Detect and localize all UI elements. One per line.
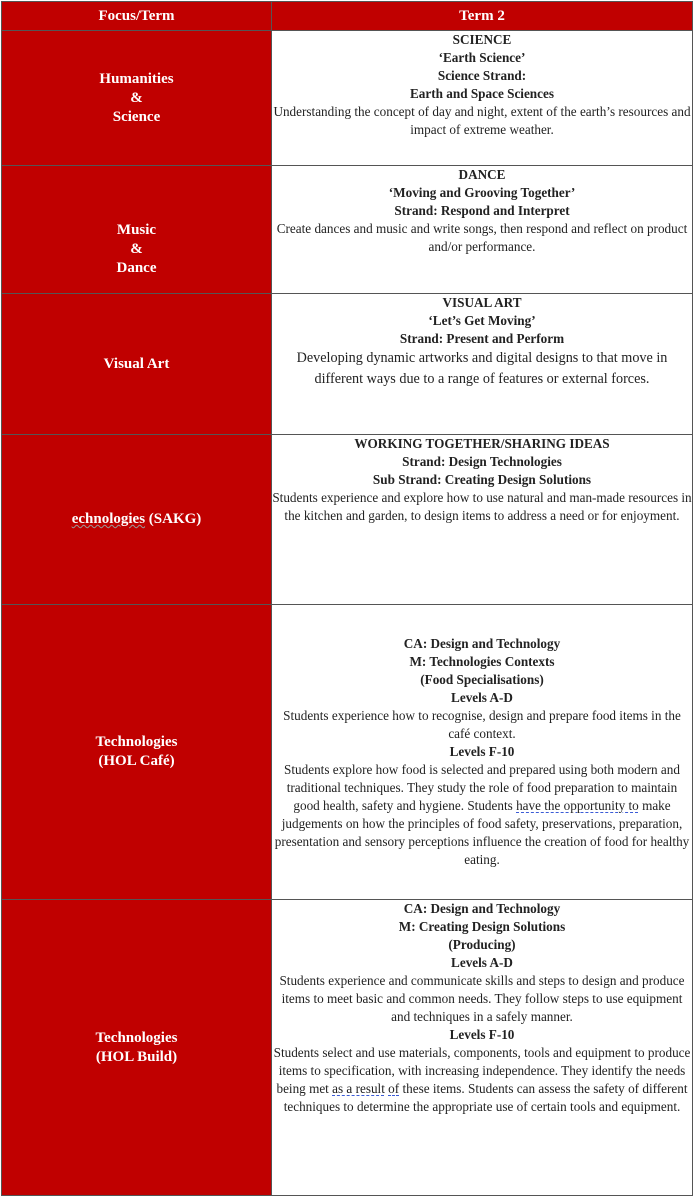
unit-subtitle: ‘Moving and Grooving Together’ <box>388 185 576 200</box>
content-cell-visual-art <box>272 294 693 435</box>
strand: Strand: Present and Perform <box>399 331 565 346</box>
levels-f-10-text <box>272 1044 692 1116</box>
unit-subtitle: ‘Earth Science’ <box>438 50 526 65</box>
unit-description: Understanding the concept of day and night, extent of the earth’s resources and impact of extreme weather. <box>273 104 691 137</box>
unit-description: Developing dynamic artworks and digital designs to that move in different ways due to a range of features or external forces. <box>296 350 668 387</box>
curriculum-area: CA: Design and Technology <box>403 636 561 651</box>
focus-label-line-2: & <box>130 89 143 106</box>
content-cell-hol-build <box>272 900 693 1196</box>
focus-label-suffix: (SAKG) <box>145 511 202 527</box>
content-cell-dance <box>272 166 693 294</box>
levels-f-10-text <box>272 761 692 869</box>
levels-f-10-text-a: Students select and use materials, components, tools and equipment to produce items to specification, with increasing independence. They identify the needs being met <box>273 1045 691 1096</box>
header-term-2: Term 2 <box>272 2 693 31</box>
focus-label-line-1: Music <box>116 222 157 238</box>
levels-f-10-text-a: Students explore how food is selected and prepared using both modern and traditional techniques. They study the role of food preparation to maintain good health, safety and hygiene. Students <box>284 762 680 813</box>
grammar-marked-phrase: have the opportunity to <box>516 798 639 813</box>
levels-f-10-heading: Levels F-10 <box>449 1027 515 1042</box>
unit-description: Create dances and music and write songs, then respond and reflect on product and/or performance. <box>276 221 688 254</box>
row-music-dance <box>2 166 693 294</box>
focus-label-prefix: echnologies <box>71 511 146 527</box>
module: M: Technologies Contexts <box>409 654 555 669</box>
focus-cell-humanities-science <box>2 31 272 166</box>
focus-label-line-1: Technologies <box>95 1029 178 1046</box>
curriculum-table <box>1 1 693 1196</box>
focus-label-line-3: Dance <box>116 260 157 276</box>
grammar-marked-phrase-2: of <box>388 1081 400 1096</box>
unit-title: VISUAL ART <box>442 295 522 310</box>
focus-label: Visual Art <box>103 355 170 372</box>
focus-cell-technologies-hol-cafe <box>2 605 272 900</box>
unit-description: Students experience and explore how to use natural and man-made resources in the kitchen and garden, to design items to address a need or for enjoyment. <box>272 490 692 523</box>
levels-f-10-text-b: make judgements on how the principles of food safety, preservations, preparation, presentation and sensory perceptions influence the creation of food for healthy eating. <box>274 798 690 867</box>
unit-title: SCIENCE <box>452 32 512 47</box>
content-cell-science <box>272 31 693 166</box>
focus-label-line-1: Technologies <box>95 734 178 750</box>
unit-subtitle: ‘Let’s Get Moving’ <box>428 313 536 328</box>
curriculum-area: CA: Design and Technology <box>403 901 561 916</box>
focus-label-line-2: (HOL Build) <box>95 1048 178 1065</box>
levels-f-10-text-b: these items. Students can assess the safety of different techniques to determine the appropriate use of certain tools and equipment. <box>283 1081 688 1114</box>
module: M: Creating Design Solutions <box>398 919 566 934</box>
strand: Strand: Design Technologies <box>402 454 562 469</box>
grammar-marked-phrase-1: as a result <box>332 1081 385 1096</box>
focus-label <box>2 510 271 529</box>
levels-f-10-heading: Levels F-10 <box>449 744 515 759</box>
levels-a-d-text: Students experience and communicate skills and steps to design and produce items to meet basic and common needs. They follow steps to use equipment and techniques in a safely manner. <box>279 973 685 1024</box>
focus-cell-technologies-sakg <box>2 435 272 605</box>
row-technologies-hol-build <box>2 900 693 1196</box>
focus-label-line-3: Science <box>112 108 161 125</box>
strand: Strand: Respond and Interpret <box>394 203 570 218</box>
module-detail: (Producing) <box>448 937 516 952</box>
levels-a-d-heading: Levels A-D <box>451 690 513 705</box>
levels-a-d-text: Students experience how to recognise, design and prepare food items in the café context. <box>283 708 681 741</box>
module-detail: (Food Specialisations) <box>420 672 544 687</box>
header-focus-term: Focus/Term <box>2 2 272 31</box>
unit-title: DANCE <box>458 167 506 182</box>
sub-strand: Sub Strand: Creating Design Solutions <box>372 472 592 487</box>
header-row <box>2 2 693 31</box>
strand-line-1: Science Strand: <box>437 68 527 83</box>
row-humanities-science <box>2 31 693 166</box>
levels-a-d-heading: Levels A-D <box>451 955 513 970</box>
focus-label-line-1: Humanities <box>99 70 174 87</box>
content-cell-working-together <box>272 435 693 605</box>
unit-title: WORKING TOGETHER/SHARING IDEAS <box>354 436 610 451</box>
focus-label-line-2: & <box>130 241 143 257</box>
focus-cell-music-dance <box>2 166 272 294</box>
row-visual-art <box>2 294 693 435</box>
focus-cell-visual-art <box>2 294 272 435</box>
focus-label-line-2: (HOL Café) <box>98 753 175 769</box>
strand-line-2: Earth and Space Sciences <box>410 86 554 101</box>
content-cell-hol-cafe <box>272 605 693 900</box>
focus-cell-technologies-hol-build <box>2 900 272 1196</box>
row-technologies-sakg <box>2 435 693 605</box>
row-technologies-hol-cafe <box>2 605 693 900</box>
